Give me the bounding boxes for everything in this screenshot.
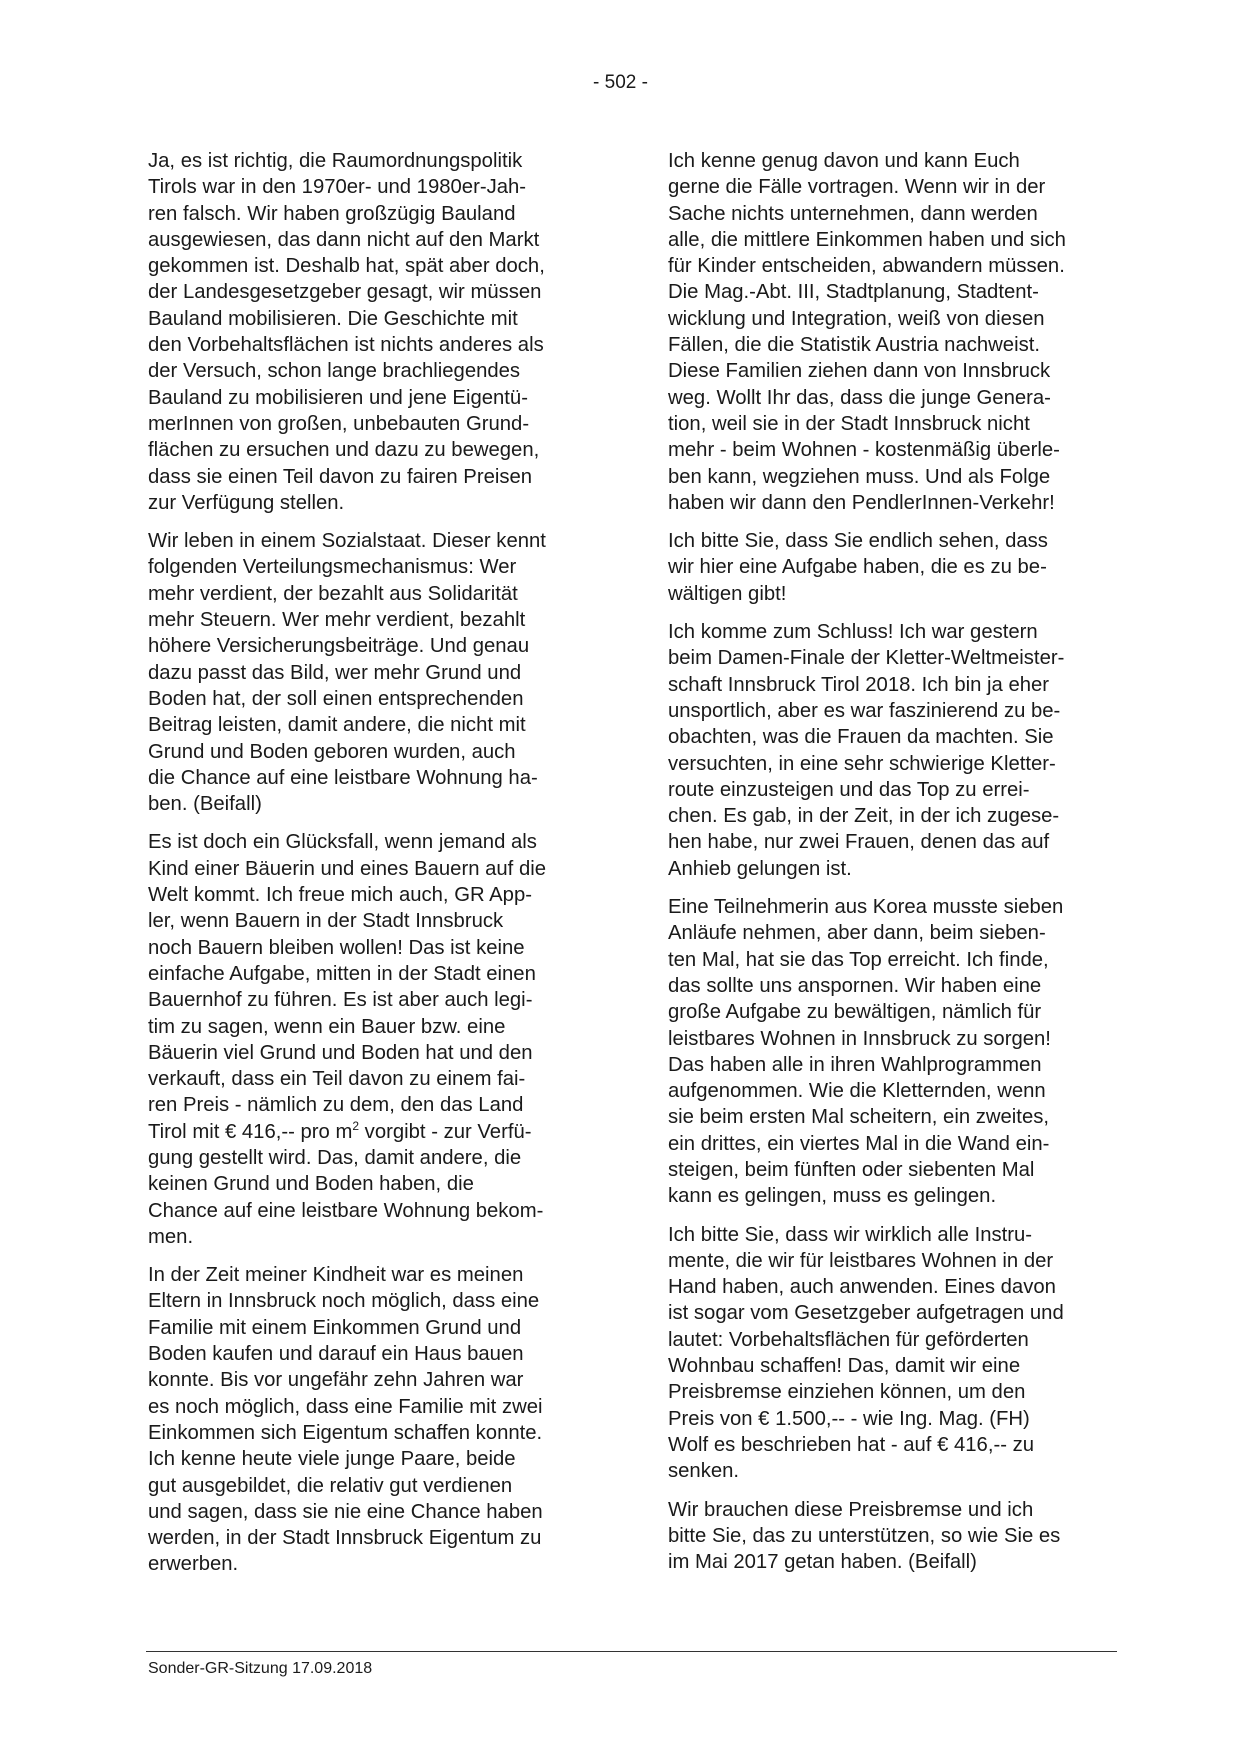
text-line: Das haben alle in ihren Wahlprogrammen (668, 1053, 1042, 1076)
text-line: schaft Innsbruck Tirol 2018. Ich bin ja eher (668, 673, 1050, 696)
text-line: Die Mag.-Abt. III, Stadtplanung, Stadtent- (668, 281, 1039, 304)
text-line: Preis von € 1.500,-- - wie Ing. Mag. (FH) (668, 1407, 1030, 1430)
text-line: höhere Versicherungsbeiträge. Und genau (148, 635, 530, 658)
text-line: kann es gelingen, muss es gelingen. (668, 1185, 997, 1208)
text-line: wir hier eine Aufgabe haben, die es zu be- (668, 556, 1047, 579)
text-line: Eine Teilnehmerin aus Korea musste sieben (668, 896, 1064, 919)
text-line: Es ist doch ein Glücksfall, wenn jemand als (148, 831, 537, 854)
text-line: ein drittes, ein viertes Mal in die Wand ein- (668, 1132, 1050, 1155)
text-line: der Versuch, schon lange brachliegendes (148, 360, 521, 383)
text-line: wicklung und Integration, weiß von diesen (668, 307, 1045, 330)
text-line: Familie mit einem Einkommen Grund und (148, 1316, 522, 1339)
text-line: Tirols war in den 1970er- und 1980er-Jah- (148, 176, 527, 199)
text-line: steigen, beim fünften oder siebenten Mal (668, 1158, 1035, 1181)
text-line: ben kann, wegziehen muss. Und als Folge (668, 465, 1051, 488)
text-line: Ich komme zum Schluss! Ich war gestern (668, 621, 1038, 644)
text-line: Sache nichts unternehmen, dann werden (668, 202, 1038, 225)
paragraph-lines (148, 829, 606, 1118)
text-line: Bauland mobilisieren. Die Geschichte mit (148, 307, 518, 330)
text-line: wältigen gibt! (668, 582, 787, 605)
text-line: einfache Aufgabe, mitten in der Stadt einen (148, 962, 536, 985)
right-column (668, 148, 1126, 1587)
text-line: konnte. Bis vor ungefähr zehn Jahren war (148, 1369, 524, 1392)
price-text-rest: vorgibt - zur Verfü- (359, 1120, 532, 1143)
text-line: ausgewiesen, das dann nicht auf den Markt (148, 228, 540, 251)
text-line: Fällen, die die Statistik Austria nachweist. (668, 334, 1041, 357)
text-line: gung gestellt wird. Das, damit andere, die (148, 1146, 522, 1169)
text-line: für Kinder entscheiden, abwandern müssen. (668, 255, 1065, 278)
superscript: 2 (352, 1118, 360, 1133)
text-line: ren Preis - nämlich zu dem, den das Land (148, 1094, 524, 1117)
text-line: In der Zeit meiner Kindheit war es meinen (148, 1264, 524, 1287)
text-line: Welt kommt. Ich freue mich auch, GR App- (148, 884, 532, 907)
text-line: tim zu sagen, wenn ein Bauer bzw. eine (148, 1015, 506, 1038)
text-line: Eltern in Innsbruck noch möglich, dass eine (148, 1290, 540, 1313)
text-line: Boden kaufen und darauf ein Haus bauen (148, 1343, 524, 1366)
text-line: Wohnbau schaffen! Das, damit wir eine (668, 1355, 1021, 1378)
text-line: Ja, es ist richtig, die Raumordnungspolitik (148, 150, 523, 172)
text-line: versuchten, in eine sehr schwierige Kletter- (668, 752, 1056, 775)
text-line: ten Mal, hat sie das Top erreicht. Ich finde, (668, 948, 1049, 971)
text-line: Ich kenne heute viele junge Paare, beide (148, 1448, 516, 1471)
text-line: ler, wenn Bauern in der Stadt Innsbruck (148, 910, 504, 933)
text-line (148, 1119, 606, 1145)
text-line: route einzusteigen und das Top zu errei- (668, 778, 1030, 801)
text-line: hen habe, nur zwei Frauen, denen das auf (668, 831, 1050, 854)
text-line: flächen zu ersuchen und dazu zu bewegen, (148, 439, 540, 462)
paragraph (668, 1222, 1126, 1485)
paragraph (148, 148, 606, 516)
paragraph (668, 1497, 1126, 1576)
text-line: Kind einer Bäuerin und eines Bauern auf die (148, 857, 547, 880)
text-line: folgenden Verteilungsmechanismus: Wer (148, 556, 517, 579)
text-line: dass sie einen Teil davon zu fairen Preisen (148, 465, 533, 488)
text-line: gerne die Fälle vortragen. Wenn wir in der (668, 176, 1046, 199)
text-line: gut ausgebildet, die relativ gut verdienen (148, 1474, 513, 1497)
text-line: das sollte uns anspornen. Wir haben eine (668, 974, 1042, 997)
text-line: Chance auf eine leistbare Wohnung bekom- (148, 1199, 544, 1222)
text-line: weg. Wollt Ihr das, dass die junge Genera- (668, 386, 1051, 409)
text-line: keinen Grund und Boden haben, die (148, 1173, 474, 1196)
text-line: Diese Familien ziehen dann von Innsbruck (668, 360, 1051, 383)
text-line: zur Verfügung stellen. (148, 491, 345, 514)
text-line: ben. (Beifall) (148, 793, 262, 816)
text-line: Wolf es beschrieben hat - auf € 416,-- zu (668, 1433, 1035, 1456)
text-line: Beitrag leisten, damit andere, die nicht mit (148, 714, 526, 737)
text-line: Anhieb gelungen ist. (668, 857, 852, 880)
text-line: noch Bauern bleiben wollen! Das ist keine (148, 936, 525, 959)
text-line: ren falsch. Wir haben großzügig Bauland (148, 202, 516, 225)
paragraph (668, 528, 1126, 607)
text-line: dazu passt das Bild, wer mehr Grund und (148, 661, 522, 684)
text-line: werden, in der Stadt Innsbruck Eigentum zu (148, 1527, 542, 1550)
paragraph-lines (148, 1145, 606, 1250)
text-line: große Aufgabe zu bewältigen, nämlich für (668, 1001, 1042, 1024)
paragraph (668, 894, 1126, 1210)
text-line: Preisbremse einziehen können, um den (668, 1381, 1026, 1404)
price-text: Tirol mit € 416,-- pro m (148, 1120, 353, 1143)
footer-text: Sonder-GR-Sitzung 17.09.2018 (148, 1660, 373, 1677)
left-column (148, 148, 606, 1590)
text-line: sie beim ersten Mal scheitern, ein zweites, (668, 1106, 1049, 1129)
text-line: merInnen von großen, unbebauten Grund- (148, 412, 530, 435)
paragraph (668, 619, 1126, 882)
text-line: im Mai 2017 getan haben. (Beifall) (668, 1551, 977, 1574)
text-line: Ich bitte Sie, dass wir wirklich alle Instru- (668, 1223, 1033, 1246)
text-line: leistbares Wohnen in Innsbruck zu sorgen! (668, 1027, 1051, 1050)
text-line: Bauland zu mobilisieren und jene Eigentü- (148, 386, 528, 409)
text-line: unsportlich, aber es war faszinierend zu be- (668, 699, 1061, 722)
text-line: es noch möglich, dass eine Familie mit zwei (148, 1395, 543, 1418)
text-line: chen. Es gab, in der Zeit, in der ich zugese- (668, 805, 1060, 828)
text-line: senken. (668, 1460, 740, 1483)
text-line: obachten, was die Frauen da machten. Sie (668, 726, 1054, 749)
text-line: Bäuerin viel Grund und Boden hat und den (148, 1041, 533, 1064)
text-line: Einkommen sich Eigentum schaffen konnte. (148, 1421, 543, 1444)
text-line: alle, die mittlere Einkommen haben und sich (668, 228, 1066, 251)
text-line: ist sogar vom Gesetzgeber aufgetragen und (668, 1302, 1064, 1325)
text-line: aufgenommen. Wie die Kletternden, wenn (668, 1080, 1046, 1103)
text-line: der Landesgesetzgeber gesagt, wir müssen (148, 281, 542, 304)
text-line: mehr Steuern. Wer mehr verdient, bezahlt (148, 609, 526, 632)
text-line: die Chance auf eine leistbare Wohnung ha- (148, 766, 538, 789)
text-line: lautet: Vorbehaltsflächen für geförderten (668, 1328, 1029, 1351)
page-number: - 502 - (593, 72, 648, 93)
text-line: erwerben. (148, 1553, 239, 1576)
footer-divider (146, 1651, 1117, 1652)
text-line: Wir brauchen diese Preisbremse und ich (668, 1498, 1034, 1521)
text-line: mente, die wir für leistbares Wohnen in der (668, 1249, 1054, 1272)
text-line: gekommen ist. Deshalb hat, spät aber doch, (148, 255, 545, 278)
text-line: Hand haben, auch anwenden. Eines davon (668, 1276, 1056, 1299)
paragraph (148, 528, 606, 817)
paragraph (148, 829, 606, 1250)
text-line: Wir leben in einem Sozialstaat. Dieser kennt (148, 530, 546, 553)
text-line: Ich kenne genug davon und kann Euch (668, 150, 1020, 172)
text-line: bitte Sie, das zu unterstützen, so wie Sie es (668, 1524, 1061, 1547)
text-line: und sagen, dass sie nie eine Chance haben (148, 1500, 543, 1523)
text-line: Grund und Boden geboren wurden, auch (148, 740, 516, 763)
text-line: men. (148, 1225, 194, 1248)
text-line: verkauft, dass ein Teil davon zu einem fai- (148, 1068, 526, 1091)
text-line: Ich bitte Sie, dass Sie endlich sehen, dass (668, 530, 1048, 553)
text-line: mehr - beim Wohnen - kostenmäßig überle- (668, 439, 1060, 462)
text-line: Bauernhof zu führen. Es ist aber auch legi- (148, 989, 533, 1012)
text-line: tion, weil sie in der Stadt Innsbruck nicht (668, 412, 1030, 435)
paragraph (148, 1262, 606, 1578)
text-line: den Vorbehaltsflächen ist nichts anderes als (148, 334, 544, 357)
text-line: haben wir dann den PendlerInnen-Verkehr! (668, 491, 1055, 514)
text-line: mehr verdient, der bezahlt aus Solidarität (148, 582, 518, 605)
paragraph (668, 148, 1126, 516)
text-line: Boden hat, der soll einen entsprechenden (148, 687, 524, 710)
text-line: Anläufe nehmen, aber dann, beim sieben- (668, 922, 1046, 945)
text-line: beim Damen-Finale der Kletter-Weltmeister- (668, 647, 1065, 670)
